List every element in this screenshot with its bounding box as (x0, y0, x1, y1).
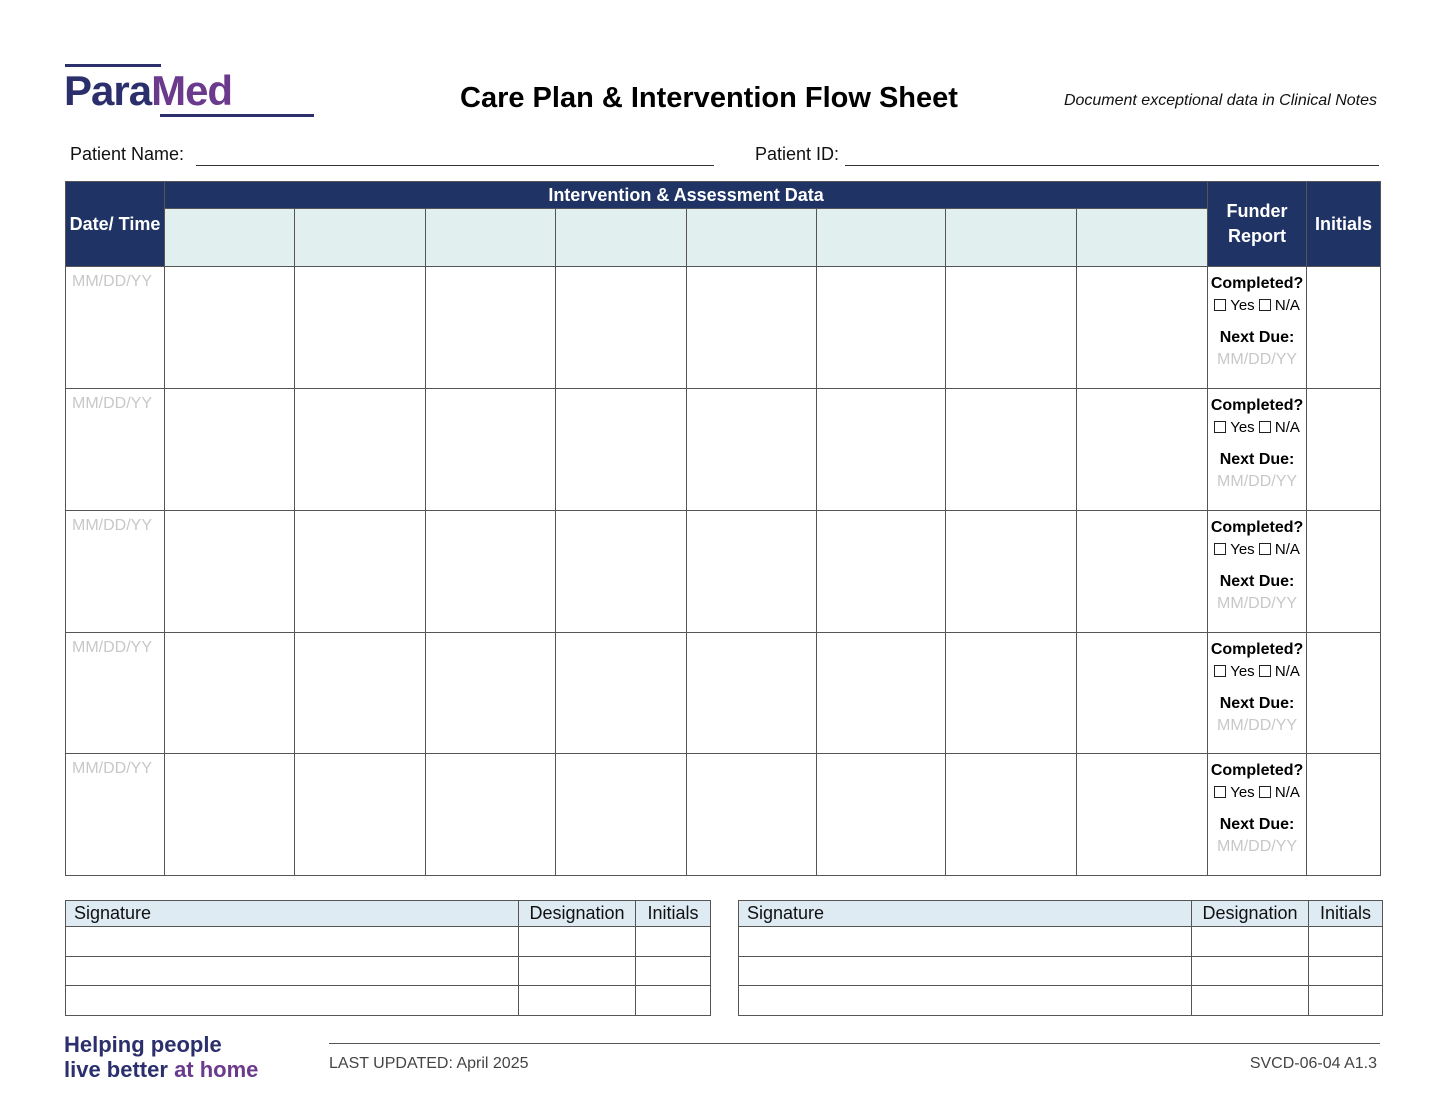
intervention-cell[interactable] (687, 754, 817, 876)
next-due-label: Next Due: (1219, 329, 1295, 347)
yes-label: Yes (1230, 419, 1255, 437)
date-time-cell[interactable]: MM/DD/YY (66, 389, 165, 511)
intervention-cell[interactable] (426, 632, 556, 754)
intervention-cell[interactable] (817, 389, 946, 511)
initials-header: Initials (636, 901, 711, 927)
intervention-cell[interactable] (1077, 267, 1208, 389)
intervention-cell[interactable] (295, 754, 426, 876)
flow-sheet-row (66, 389, 1381, 511)
date-time-cell[interactable]: MM/DD/YY (66, 632, 165, 754)
date-time-cell[interactable]: MM/DD/YY (66, 754, 165, 876)
funder-report-cell (1208, 632, 1307, 754)
signature-cell[interactable] (66, 956, 519, 986)
yes-checkbox[interactable] (1214, 543, 1226, 555)
next-due-label: Next Due: (1219, 572, 1295, 590)
designation-cell[interactable] (519, 986, 636, 1016)
intervention-subheader-cell[interactable] (817, 209, 946, 267)
header-note: Document exceptional data in Clinical Notes (1063, 92, 1377, 109)
initials-cell[interactable] (1307, 510, 1381, 632)
patient-id-label: Patient ID: (755, 144, 840, 164)
intervention-cell[interactable] (295, 389, 426, 511)
designation-header: Designation (519, 901, 636, 927)
intervention-cell[interactable] (556, 632, 687, 754)
funder-report-cell (1208, 510, 1307, 632)
initials-cell[interactable] (1309, 956, 1383, 986)
designation-cell[interactable] (519, 927, 636, 957)
completed-options (1208, 539, 1306, 561)
na-label: N/A (1274, 419, 1300, 437)
intervention-cell[interactable] (1077, 389, 1208, 511)
yes-checkbox[interactable] (1214, 786, 1226, 798)
intervention-cell[interactable] (817, 754, 946, 876)
intervention-cell[interactable] (817, 510, 946, 632)
initials-cell[interactable] (636, 986, 711, 1016)
next-due-field[interactable]: MM/DD/YY (1217, 351, 1298, 369)
intervention-cell[interactable] (687, 632, 817, 754)
initials-header: Initials (1309, 901, 1383, 927)
intervention-subheader-cell[interactable] (165, 209, 295, 267)
intervention-cell[interactable] (426, 754, 556, 876)
date-time-cell[interactable]: MM/DD/YY (66, 267, 165, 389)
funder-report-cell (1208, 754, 1307, 876)
signature-cell[interactable] (739, 986, 1192, 1016)
designation-cell[interactable] (1192, 986, 1309, 1016)
intervention-cell[interactable] (295, 267, 426, 389)
intervention-cell[interactable] (426, 389, 556, 511)
yes-label: Yes (1230, 540, 1255, 558)
yes-checkbox[interactable] (1214, 299, 1226, 311)
tagline-line1: Helping people (64, 1032, 222, 1057)
intervention-cell[interactable] (687, 510, 817, 632)
completed-options (1208, 782, 1306, 804)
date-time-header (66, 182, 165, 267)
flow-sheet-table (65, 181, 1381, 876)
intervention-cell[interactable] (165, 389, 295, 511)
last-updated: LAST UPDATED: April 2025 (329, 1055, 529, 1072)
signature-table-left (65, 900, 711, 1016)
signature-cell[interactable] (739, 927, 1192, 957)
completed-label: Completed? (1210, 640, 1304, 658)
na-checkbox[interactable] (1259, 299, 1271, 311)
next-due-field[interactable]: MM/DD/YY (1217, 838, 1298, 856)
intervention-subheader-cell[interactable] (295, 209, 426, 267)
na-checkbox[interactable] (1259, 421, 1271, 433)
logo-wordmark: ParaMed (64, 67, 233, 114)
intervention-cell[interactable] (946, 510, 1077, 632)
funder-report-cell (1208, 389, 1307, 511)
initials-cell[interactable] (1307, 267, 1381, 389)
signature-cell[interactable] (66, 986, 519, 1016)
designation-cell[interactable] (519, 956, 636, 986)
completed-label: Completed? (1210, 275, 1304, 293)
tagline-line2a: live better (64, 1057, 168, 1082)
intervention-subheader-cell[interactable] (556, 209, 687, 267)
intervention-cell[interactable] (556, 510, 687, 632)
tagline-line2b: at home (174, 1057, 259, 1082)
initials-cell[interactable] (1307, 389, 1381, 511)
intervention-cell[interactable] (1077, 754, 1208, 876)
flow-sheet-row (66, 632, 1381, 754)
next-due-field[interactable]: MM/DD/YY (1217, 716, 1298, 734)
intervention-cell[interactable] (165, 632, 295, 754)
funder-report-header: Funder Report (1208, 182, 1307, 267)
paramed-logo (64, 64, 254, 120)
intervention-header: Intervention & Assessment Data (165, 182, 1208, 209)
next-due-label: Next Due: (1219, 451, 1295, 469)
intervention-cell[interactable] (687, 389, 817, 511)
footer-divider (329, 1043, 1380, 1044)
funder-report-cell (1208, 267, 1307, 389)
intervention-cell[interactable] (426, 510, 556, 632)
flow-sheet-row (66, 754, 1381, 876)
patient-name-field[interactable] (196, 165, 714, 166)
intervention-subheader-cell[interactable] (426, 209, 556, 267)
flow-sheet-row (66, 267, 1381, 389)
next-due-label: Next Due: (1219, 816, 1295, 834)
intervention-cell[interactable] (165, 754, 295, 876)
designation-cell[interactable] (1192, 927, 1309, 957)
initials-cell[interactable] (636, 927, 711, 957)
signature-cell[interactable] (66, 927, 519, 957)
patient-name-label: Patient Name: (70, 144, 185, 164)
completed-options (1208, 661, 1306, 683)
intervention-subheader-cell[interactable] (946, 209, 1077, 267)
tagline (64, 1032, 258, 1082)
intervention-cell[interactable] (817, 267, 946, 389)
intervention-cell[interactable] (295, 510, 426, 632)
na-checkbox[interactable] (1259, 543, 1271, 555)
signature-header: Signature (739, 901, 1192, 927)
intervention-cell[interactable] (946, 389, 1077, 511)
page-title: Care Plan & Intervention Flow Sheet (460, 82, 958, 114)
yes-label: Yes (1230, 662, 1255, 680)
date-time-header-label: Date/ Time (69, 213, 161, 234)
intervention-cell[interactable] (946, 632, 1077, 754)
flow-sheet-row (66, 510, 1381, 632)
initials-header: Initials (1307, 182, 1381, 267)
intervention-subheader-cell[interactable] (687, 209, 817, 267)
intervention-cell[interactable] (1077, 510, 1208, 632)
intervention-cell[interactable] (165, 510, 295, 632)
initials-cell[interactable] (1307, 632, 1381, 754)
intervention-cell[interactable] (556, 389, 687, 511)
intervention-cell[interactable] (426, 267, 556, 389)
na-label: N/A (1274, 540, 1300, 558)
intervention-cell[interactable] (556, 267, 687, 389)
designation-cell[interactable] (1192, 956, 1309, 986)
completed-options (1208, 417, 1306, 439)
na-label: N/A (1274, 297, 1300, 315)
signature-table-right (738, 900, 1383, 1016)
signature-cell[interactable] (739, 956, 1192, 986)
completed-label: Completed? (1210, 397, 1304, 415)
intervention-cell[interactable] (1077, 632, 1208, 754)
initials-cell[interactable] (1307, 754, 1381, 876)
designation-header: Designation (1192, 901, 1309, 927)
intervention-cell[interactable] (556, 754, 687, 876)
initials-cell[interactable] (1309, 986, 1383, 1016)
yes-checkbox[interactable] (1214, 665, 1226, 677)
completed-label: Completed? (1210, 762, 1304, 780)
intervention-cell[interactable] (295, 632, 426, 754)
initials-cell[interactable] (636, 956, 711, 986)
next-due-field[interactable]: MM/DD/YY (1217, 594, 1298, 612)
intervention-cell[interactable] (165, 267, 295, 389)
na-label: N/A (1274, 784, 1300, 802)
na-checkbox[interactable] (1259, 786, 1271, 798)
initials-cell[interactable] (1309, 927, 1383, 957)
na-checkbox[interactable] (1259, 665, 1271, 677)
date-time-cell[interactable]: MM/DD/YY (66, 510, 165, 632)
yes-label: Yes (1230, 784, 1255, 802)
next-due-label: Next Due: (1219, 694, 1295, 712)
completed-options (1208, 295, 1306, 317)
patient-id-field[interactable] (845, 165, 1379, 166)
intervention-cell[interactable] (687, 267, 817, 389)
next-due-field[interactable]: MM/DD/YY (1217, 473, 1298, 491)
na-label: N/A (1274, 662, 1300, 680)
intervention-subheader-cell[interactable] (1077, 209, 1208, 267)
signature-header: Signature (66, 901, 519, 927)
yes-label: Yes (1230, 297, 1255, 315)
intervention-cell[interactable] (946, 267, 1077, 389)
intervention-cell[interactable] (817, 632, 946, 754)
tagline-line2 (64, 1057, 258, 1082)
completed-label: Completed? (1210, 518, 1304, 536)
form-code: SVCD-06-04 A1.3 (1249, 1055, 1377, 1072)
intervention-cell[interactable] (946, 754, 1077, 876)
yes-checkbox[interactable] (1214, 421, 1226, 433)
logo-underline (160, 114, 314, 117)
